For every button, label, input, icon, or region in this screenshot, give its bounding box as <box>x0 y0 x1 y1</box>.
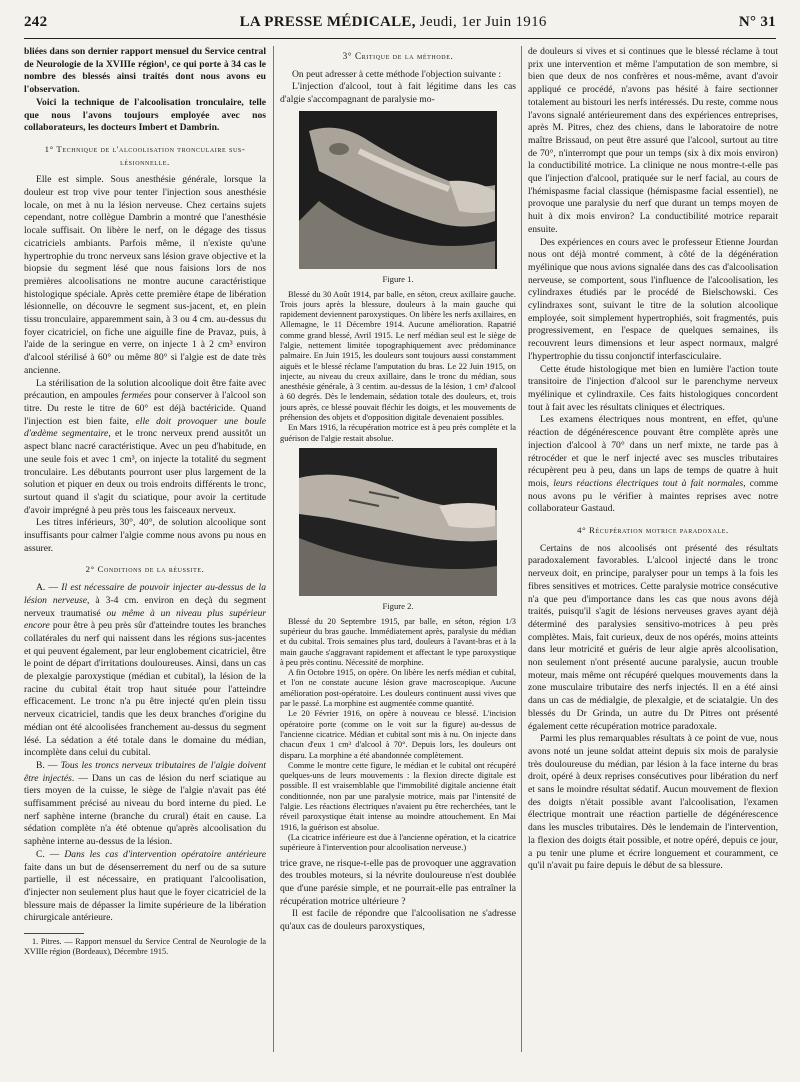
text-run: A. — <box>36 582 62 594</box>
text-run-italic: leurs réactions électriques tout à fait normales <box>553 477 744 489</box>
section-heading: 3° Critique de la méthode. <box>342 51 454 61</box>
footnote-rule <box>24 933 84 934</box>
paragraph: Cette étude histologique met bien en lumière l'action toute transitoire de l'injection d'alcool sur le parenchyme nerveux myélinique et cylindraxile. Ces faits histologiques concordent tout à fait avec les résultats cliniques et électriques. <box>528 363 778 413</box>
caption-paragraph: (La cicatrice inférieure est due à l'ancienne opération, et la cicatrice supérieure à l'intervention pour alcoolisation nerveuse.) <box>280 832 516 853</box>
issue-number: N° 31 <box>738 14 776 30</box>
figure-1-caption <box>280 290 516 444</box>
text-run: faite dans un but de désenserrement du nerf ou de sa suture partielle, il est nécessaire, en pratiquant l'alcoolisation, d'injecter non seulement plus haut que le foyer cicatriciel de la blessure mais de dépasser la limite supérieure de la libération chirurgicale antérieure. <box>24 861 266 924</box>
column-left <box>24 46 266 1052</box>
header-rule <box>24 38 776 39</box>
text-run: , et le tronc nerveux prend aussitôt un aspect blanc nacré caractéristique. Avec un peu d'habitude, en une seule fois et avec 1 cm³, on injecte la totalité du segment tronculaire. Les débutants pourront user plus largement de la solution et piquer en deux ou trois endroits différents le tronc, surtout quand il s'agit du sciatique, pour avoir la certitude d'avoir imprégné à peu près tous les faisceaux nerveux. <box>24 428 266 516</box>
text-run: . — Dans un cas de lésion du nerf sciatique au tiers moyen de la cuisse, le siège de l'algie n'avait pas été suffisamment précisé au niveau du bord interne du pied. Le nerf saphène interne (branche du crural) était en cause. La sédation complète n'a été obtenue qu'après alcoolisation du saphène interne au-dessus de la lésion. <box>24 772 266 848</box>
text-run: B. — <box>36 759 61 771</box>
text-run-italic: fermées <box>121 390 152 402</box>
page-number: 242 <box>24 14 48 30</box>
figure-2-photo <box>299 448 497 596</box>
caption-paragraph: En Mars 1916, la récupération motrice est à peu près complète et la guérison de l'algie restait absolue. <box>280 423 516 443</box>
column-right <box>528 46 778 1052</box>
paragraph: Parmi les plus remarquables résultats à ce point de vue, nous avons noté un jeune soldat atteint depuis six mois de paralysie très douloureuse du médian, par lésion à la face interne du bras droit, opéré à deux reprises consécutives pour libération du nerf et sans le moindre résultat sédatif. Aucun mouvement de flexion des doigts n'était possible avant l'alcoolisation, l'examen électrique montrait une réaction partielle de dégénérescence dans les muscles tributaires. Dès le lendemain de l'intervention, la flexion des doigts était possible, et notre opéré, depuis ce jour, a pu tenir une plume et écrire longuement et couramment, ce qu'il n'avait pu faire depuis le début de sa blessure. <box>528 733 778 872</box>
text-run: , comme nous avons pu le vérifier à maintes reprises avec notre collaborateur Gastaud. <box>528 477 778 515</box>
paragraph <box>24 582 266 760</box>
caption-paragraph: Blessé du 20 Septembre 1915, par balle, en séton, région 1/3 supérieur du bras gauche. Immédiatement après, paralysie du médian et du cubital. Trois semaines plus tard, douleurs à l'avant-bras et à la main gauche s'aggravant rapidement et affectant le type paroxystique à peu près continu. Nécessité de morphine. <box>280 616 516 667</box>
caption-paragraph: Blessé du 30 Août 1914, par balle, en séton, creux axillaire gauche. Trois jours après la blessure, douleurs à la main gauche qui rapidement deviennent paroxystiques. On libère les nerfs axillaires, en Allemagne, le 11 Décembre 1914. Aucune amélioration. Rapatrié comme grand blessé, Avril 1915. Le nerf médian seul est le siège de l'algie, nettement limitée topographiquement avec prédominance palmaire. En Juin 1915, les douleurs sont toujours aussi constamment aiguës et le blessé réclame l'amputation du bras. Le 22 Juin 1915, on injecte, au niveau du creux axillaire, dans le tronc du médian, sous anesthésie générale, à 3 centim. au-dessus de la lésion, 1 cm³ d'alcool à 60 degrés. Dès le lendemain, sédation totale des douleurs, et, trois jours après, ce blessé pouvait fléchir les doigts, et les mouvements de préhension des objets et d'opposition digitale devenaient possibles. <box>280 289 516 423</box>
paragraph: Certains de nos alcoolisés ont présenté des résultats paradoxalement favorables. L'alcool injecté dans le tronc nerveux doit, en principe, paralyser pour un temps à la fois les fibres sensitives et motrices. Cette paralysie motrice consécutive n'a que peu d'importance dans les cas que nous avons déjà traités, puisqu'il s'agit de lésions nerveuses graves ayant déjà déterminé des paralysies sensitivo-motrices à peu près complètes. Mais, fait curieux, deux de nos opérés, moins atteints dans leur motricité et guéris de leur algie après alcoolisation, non seulement n'ont présenté aucune paralysie, aucun trouble moteur, mais même ont récupéré quelques mouvements dans la zone musculaire tributaire des nerfs injectés. Il en a été ainsi dans un cas de médialgie, de plexalgie, et de sciatalgie. Un des blessés du Dr Grinda, un autre du Dr Pitres ont présenté également cette récupération motrice paradoxale. <box>528 542 778 732</box>
paragraph: de douleurs si vives et si continues que le blessé réclame à tout prix une intervention et même l'amputation de son membre, si bien que deux de nos confrères et nous-même, avant d'avoir appliqué ce procédé, n'avons pas hésité à faire sectionner totalement au bistouri les nerfs intéressés. Du reste, comme nous l'avons signalé antérieurement dans des expériences entreprises, après M. Pitres, chez des chiens, dans le laboratoire de notre maître Brissaud, on peut être assuré que l'alcool, surtout au titre de 70°, n'interrompt que pour un temps (six à dix mois environ) la conductibilité motrice. La clinique ne nous montre-t-elle pas que l'injection d'alcool, pratiquée sur le nerf facial, au cours de l'hémispasme facial classique (hémispasme facial essentiel), ne provoque une paralysie du nerf que durant un temps moyen de huit à dix mois environ? La conductibilité motrice reparait ensuite. <box>528 46 778 235</box>
paragraph: bliées dans son dernier rapport mensuel du Service central de Neurologie de la XVIIIe région¹, ce qui porte à 34 cas le nombre des blessés ainsi traités dont nous avons eu l'observation. <box>24 46 266 96</box>
figure-2-caption <box>280 617 516 854</box>
text-run-italic: Tous les troncs nerveux tributaires de l'algie doivent être injectés <box>24 759 266 784</box>
column-divider <box>273 46 274 1052</box>
paragraph <box>528 414 778 516</box>
caption-paragraph: Le 20 Février 1916, on opère à nouveau ce blessé. L'incision opératoire porte (comme on le voit sur la figure) au-dessus de l'ancienne cicatrice. Médian et cubital sont mis à nu. On injecte dans chacun d'eux 1 cm³ d'alcool à 70°. Depuis lors, les douleurs ont disparu. La morphine a été abandonnée complètement. <box>280 709 516 760</box>
paragraph: Elle est simple. Sous anesthésie générale, lorsque la douleur est trop vive pour tenter l'injection sous anesthésie locale, on met à nu la lésion nerveuse. Chez certains sujets cependant, notre collègue Dambrin a montré que l'anesthésie locale suffisait. On libère le nerf, on le dégage des tissus cicatriciels ambiants. Parfois même, il n'existe qu'une hypertrophie du tronc nerveux sans lésion grave objective et la biopsie du segment lésé que nous faisions lors de nos premières alcoolisations ne montre aucune caractéristique histologique spéciale. Après cette première étape de libération lésionnelle, on découvre le segment sus-jacent, et, en plein tissu tronculaire, apparemment sain, à 3 ou 4 cm. au-dessus du foyer cicatriciel, on fiche une aiguille fine de Pravaz, puis, à l'aide de la seringue en verre, on injecte 1 à 2 cm³ environ d'alcool stérilisé à 60° ou même 80° si l'algie est de date très ancienne. <box>24 174 266 376</box>
text-run: pour conserver à l'alcool son titre. Du reste le titre de 60° est déjà bactéricide. Quand l'injection est bien faite, <box>24 390 266 427</box>
paragraph: Des expériences en cours avec le professeur Etienne Jourdan nous ont déjà montré comment, à côté de la dégénération myélinique que nous avions signalée dans des cas d'alcoolisation nerveuse, se comportent, sous l'influence de l'alcoolisation, les cylindraxes étudiés par le procédé de Bielschowski. Ces cylindraxes sont, suivant le titre de la solution alcoolique employée, soit simplement hypertrophiés, soit fragmentés, puis progressivement, en l'espace de quelques semaines, ils recouvrent leurs dimensions et leur aspect normaux, malgré l'hypertrophie du tissu conjonctif interfasciculaire. <box>528 236 778 362</box>
paragraph: On peut adresser à cette méthode l'objection suivante : <box>292 68 501 80</box>
paragraph: Voici la technique de l'alcoolisation tronculaire, telle que nous l'avons toujours employée avec nos collaborateurs, les docteurs Imbert et Dambrin. <box>24 96 266 134</box>
masthead-title <box>240 14 547 31</box>
footnote: 1. Pitres. — Rapport mensuel du Service Central de Neurologie de la XVIIIe région (Bordeaux), Décembre 1915. <box>24 937 266 957</box>
text-run-italic: elle doit provoquer une boule d'œdème segmentaire <box>24 415 266 440</box>
section-heading: 4° Récupération motrice paradoxale. <box>577 525 729 536</box>
text-run: C. — <box>36 848 65 860</box>
figure-2-title: Figure 2. <box>382 600 414 611</box>
figure-1-title: Figure 1. <box>382 273 414 284</box>
paragraph <box>24 760 266 849</box>
column-divider <box>521 46 522 1052</box>
caption-paragraph: A fin Octobre 1915, on opère. On libère les nerfs médian et cubital, et l'on ne constate aucune lésion grave macroscopique. Aucune amélioration post-opératoire. Les douleurs continuent aussi vives que par le passé. La morphine est augmentée comme quantité. <box>280 668 516 709</box>
paragraph: L'injection d'alcool, tout à fait légitime dans les cas d'algie s'accompagnant de paralysie mo- <box>280 81 516 106</box>
paragraph <box>24 378 266 518</box>
figure-1-photo <box>299 111 497 269</box>
text-run: Les examens électriques nous montrent, en effet, qu'une réaction de dégénérescence pouvant être complète après une injection d'alcool à 70° dans un nerf mixte, ne tarde pas à rétrocéder et que le nerf injecté avec ses muscles tributaires récupèrent peu à peu, dans un laps de temps de quatre à huit mois, <box>528 414 778 489</box>
text-run: pour être à peu près sûr d'atteindre toutes les branches collatérales du nerf qui naissent dans les régions sus-jacentes et qui peuvent également, par leur englobement cicatriciel, être le point de départ d'irritations douloureuses. Ainsi, dans un cas de plexalgie paroxystique (médian et cubital), la lésion de la racine du cubital était trop haut située pour l'atteindre efficacement. Le tronc n'a pu être injecté qu'en plein tissu nerveux cicatriciel, tandis que les deux branches d'origine du médian ont été alcoolisées franchement au-dessus du segment lésé. La sédation a été totale dans le domaine du médian, incomplète dans celui du cubital. <box>24 620 266 759</box>
text-run: , à 3-4 cm. environ en deçà du segment nerveux traumatisé <box>24 594 266 619</box>
paragraph: Il est facile de répondre que l'alcoolisation ne s'adresse qu'aux cas de douleurs paroxystiques, <box>280 908 516 933</box>
paragraph: Les titres inférieurs, 30°, 40°, de solution alcoolique sont insuffisants pour calmer l'algie comme nous avons pu nous en assurer. <box>24 517 266 554</box>
column-middle <box>280 46 516 1052</box>
arm-photo-image <box>299 448 497 596</box>
text-run-italic: ou même à un niveau plus supérieur encore <box>24 607 266 632</box>
journal-name: LA PRESSE MÉDICALE, <box>239 14 416 30</box>
paragraph <box>24 849 266 925</box>
text-run: La stérilisation de la solution alcoolique doit être faite avec précaution, en ampoules <box>24 377 266 402</box>
section-heading: 1° Technique de l'alcoolisation tronculaire sus-lésionnelle. <box>44 143 246 167</box>
masthead <box>24 14 776 38</box>
paragraph: trice grave, ne risque-t-elle pas de provoquer une aggravation des troubles moteurs, si la névrite douloureuse n'est doublée que d'une parésie simple, et ne pourrait-elle pas entraîner la récupération motrice ultérieure ? <box>280 857 516 907</box>
text-run-italic: Il est nécessaire de pouvoir injecter au-dessus de la lésion nerveuse <box>24 582 266 606</box>
text-run-italic: Dans les cas d'intervention opératoire antérieure <box>64 848 266 860</box>
caption-paragraph: Comme le montre cette figure, le médian et le cubital ont récupéré quelques-uns de leurs mouvements : la flexion directe digitale est possible. Il est vraisemblable que l'immobilité digitale ancienne était conditionnée, non par une paralysie motrice, mais par l'intensité de l'algie. Les réactions électriques n'avaient pu être recherchées, tant le réveil paroxystique était intense au moindre attouchement. En Mai 1916, la guérison est absolue. <box>280 760 516 832</box>
arm-photo-image <box>299 111 497 269</box>
section-heading: 2° Conditions de la réussite. <box>85 564 205 575</box>
issue-date: Jeudi, 1er Juin 1916 <box>419 14 547 30</box>
